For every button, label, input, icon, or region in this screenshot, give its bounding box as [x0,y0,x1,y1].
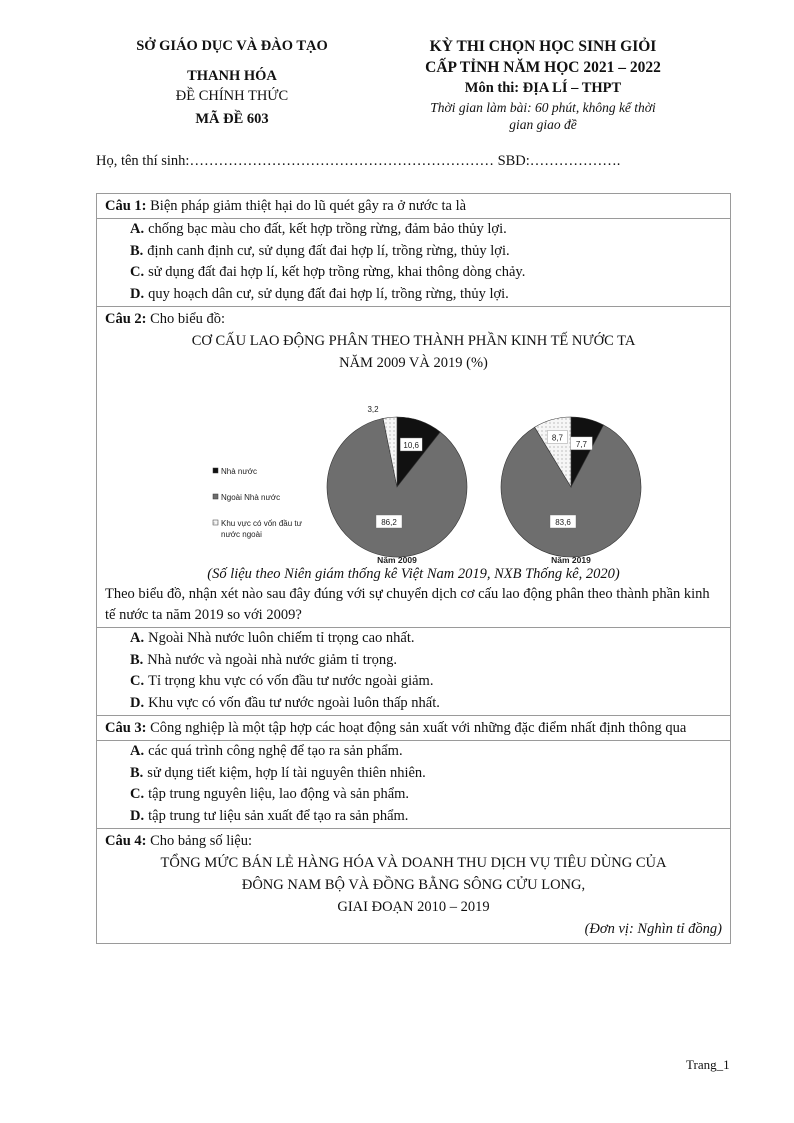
question-3 [97,715,730,740]
answer-option[interactable] [97,284,730,306]
answer-option[interactable] [97,784,730,806]
question-1-answers [97,218,730,306]
data-label: 83,6 [555,518,571,527]
answer-option[interactable] [97,262,730,284]
question-2 [97,306,730,627]
answer-label: C. [130,264,145,280]
answer-text: tập trung nguyên liệu, lao động và sản phẩm. [148,786,410,802]
answer-option[interactable] [97,741,730,763]
legend-label: Nhà nước [221,467,257,476]
data-label: 7,7 [575,439,587,449]
data-label: 86,2 [381,518,397,527]
question-4 [97,828,730,943]
answer-text: tập trung tư liệu sản xuất để tạo ra sản phẩm. [148,807,409,824]
answer-text: chống bạc màu cho đất, kết hợp trồng rừng, đảm bảo thủy lợi. [148,221,507,237]
data-label: 3,2 [367,405,379,414]
answer-text: định canh định cư, sử dụng đất đai hợp lí, trồng rừng, thủy lợi. [147,242,510,259]
answer-option[interactable] [97,671,730,693]
chart-title-line-1: CƠ CẤU LAO ĐỘNG PHÂN THEO THÀNH PHẦN KINH TẾ NƯỚC TA [191,333,636,349]
answer-label: C. [130,786,145,802]
question-3-answers [97,740,730,828]
question-2-answers [97,627,730,715]
answer-text: sử dụng tiết kiệm, hợp lí tài nguyên thiên nhiên. [147,764,426,781]
question-3-label: Câu 3: [105,720,147,736]
province-name: THANH HÓA [187,68,277,84]
answer-label: D. [130,694,145,711]
question-1-text: Biện pháp giảm thiệt hại do lũ quét gây ra ở nước ta là [146,198,467,214]
table-title-line-3: GIAI ĐOẠN 2010 – 2019 [337,899,490,915]
questions-box [96,193,731,944]
answer-label: D. [130,807,145,824]
question-4-text: Cho bảng số liệu: [146,833,253,849]
legend-label: Khu vực có vốn đầu tư [221,519,302,528]
question-2-label: Câu 2: [105,311,147,327]
exam-code: MÃ ĐỀ 603 [195,111,269,127]
answer-option[interactable] [97,650,730,672]
answer-label: B. [130,651,144,668]
answer-label: A. [130,630,145,646]
legend-swatch [213,468,218,473]
candidate-line: Họ, tên thí sinh:……………………………………………………… SBD:………………. [96,153,621,169]
answer-text: quy hoạch dân cư, sử dụng đất đai hợp lí, trồng rừng, thủy lợi. [148,285,509,302]
legend-swatch [213,494,218,499]
answer-label: A. [130,221,145,237]
legend-swatch [213,520,218,525]
answer-option[interactable] [97,219,730,241]
table-title-line-1: TỔNG MỨC BÁN LẺ HÀNG HÓA VÀ DOANH THU DỊCH VỤ TIÊU DÙNG CỦA [160,855,667,871]
answer-option[interactable] [97,763,730,785]
answer-text: sử dụng đất đai hợp lí, kết hợp trồng rừng, khai thông dòng chảy. [148,264,526,280]
exam-level: CẤP TỈNH NĂM HỌC 2021 – 2022 [425,59,661,76]
answer-text: các quá trình công nghệ để tạo ra sản phẩm. [148,743,403,759]
question-1 [97,194,730,218]
question-4-label: Câu 4: [105,833,147,849]
data-label: 10,6 [403,440,419,450]
chart-title-line-2: NĂM 2009 VÀ 2019 (%) [339,355,488,371]
header-left [112,36,352,129]
answer-text: Nhà nước và ngoài nhà nước giảm tỉ trọng. [147,651,397,668]
answer-text: Ngoài Nhà nước luôn chiếm tỉ trọng cao nhất. [148,630,415,646]
exam-time-line-2: gian giao đề [509,117,577,132]
answer-label: B. [130,764,144,781]
data-label: 8,7 [551,433,563,443]
pie-chart-area [105,374,722,564]
answer-option[interactable] [97,693,730,715]
header-right [398,36,688,133]
legend-label: Ngoài Nhà nước [221,493,281,502]
exam-name: KỲ THI CHỌN HỌC SINH GIỎI [429,38,657,55]
question-2-text: Cho biểu đồ: [146,311,226,327]
answer-option[interactable] [97,806,730,828]
page-number: Trang_1 [686,1057,730,1072]
table-title-line-2: ĐÔNG NAM BỘ VÀ ĐỒNG BẰNG SÔNG CỬU LONG, [241,877,586,893]
answer-option[interactable] [97,241,730,263]
answer-label: B. [130,242,144,259]
chart-source: (Số liệu theo Niên giám thống kê Việt Nam 2019, NXB Thống kê, 2020) [207,566,620,582]
pie-charts [105,374,722,564]
answer-label: D. [130,285,145,302]
table-unit: (Đơn vị: Nghìn tỉ đồng) [584,921,722,937]
exam-time-line-1: Thời gian làm bài: 60 phút, không kể thời [430,100,656,115]
official-label: ĐỀ CHÍNH THỨC [175,88,289,104]
dept-name: SỞ GIÁO DỤC VÀ ĐÀO TẠO [136,38,328,54]
answer-text: Tỉ trọng khu vực có vốn đầu tư nước ngoài giảm. [148,673,434,689]
question-3-text: Công nghiệp là một tập hợp các hoạt động sản xuất với những đặc điểm nhất định thông qua [146,720,687,736]
answer-option[interactable] [97,628,730,650]
question-2-stem: Theo biểu đồ, nhận xét nào sau đây đúng với sự chuyển dịch cơ cấu lao động phân theo thành phần kinh tế nước ta năm 2019 so với 2009? [105,586,710,623]
year-label: Năm 2019 [551,555,591,564]
answer-text: Khu vực có vốn đầu tư nước ngoài luôn thấp nhất. [148,694,440,711]
legend-label: nước ngoài [221,530,262,539]
question-1-label: Câu 1: [105,198,147,214]
answer-label: A. [130,743,145,759]
exam-subject: Môn thi: ĐỊA LÍ – THPT [464,80,622,96]
answer-label: C. [130,673,145,689]
year-label: Năm 2009 [377,555,417,564]
